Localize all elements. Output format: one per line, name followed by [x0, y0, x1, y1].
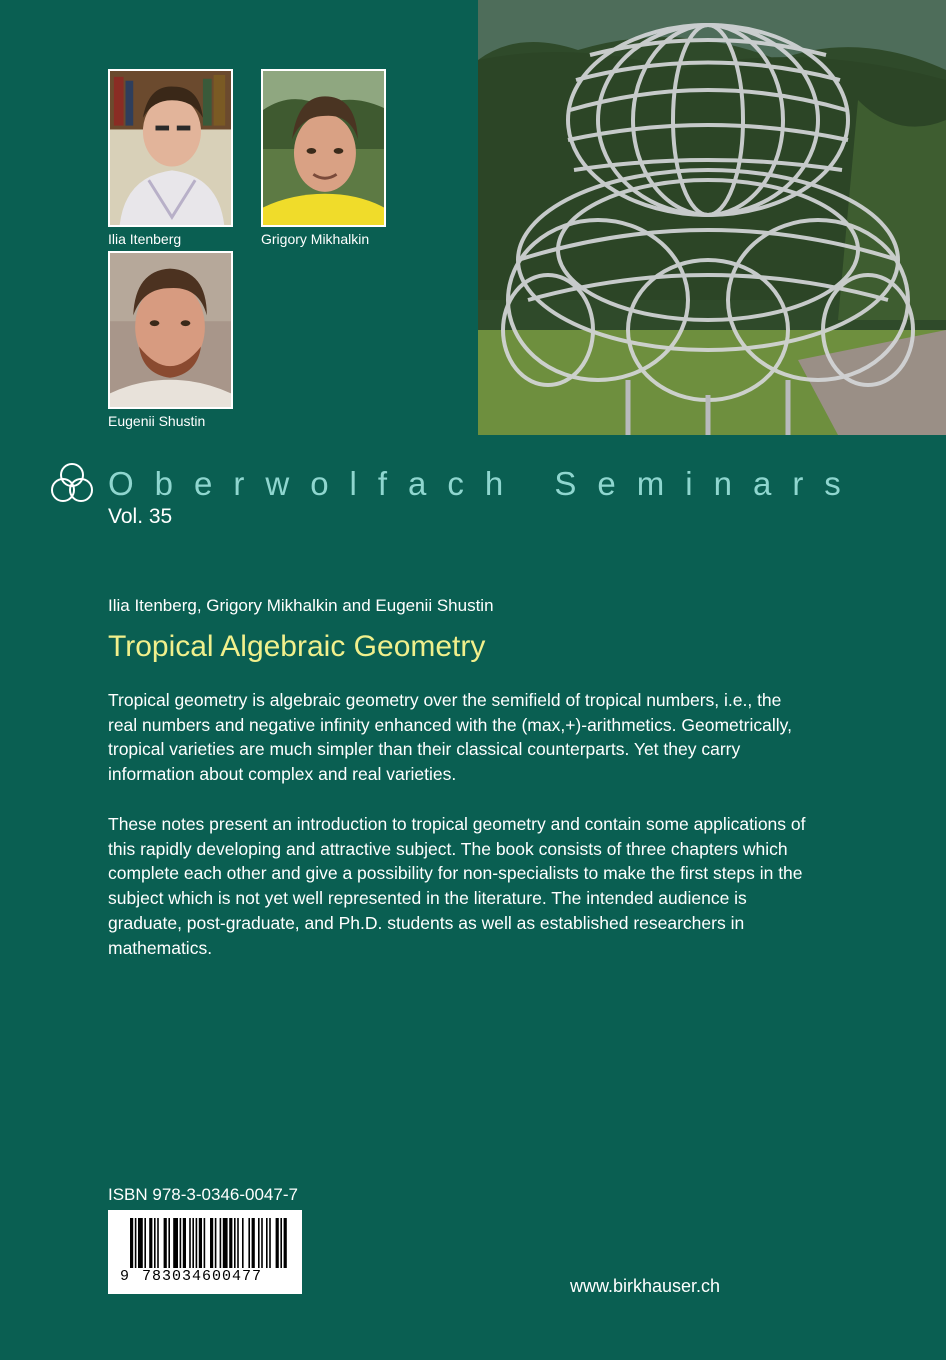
- barcode-bar: [258, 1218, 260, 1268]
- barcode-bar: [189, 1218, 191, 1268]
- barcode-bar: [248, 1218, 250, 1268]
- barcode-bar: [149, 1218, 152, 1268]
- isbn-label: ISBN 978-3-0346-0047-7: [108, 1185, 298, 1204]
- barcode-bar: [144, 1218, 146, 1268]
- barcode-bar: [269, 1218, 271, 1268]
- barcode-bar: [168, 1218, 170, 1268]
- series-volume: Vol. 35: [108, 505, 173, 528]
- book-title: Tropical Algebraic Geometry: [108, 630, 486, 663]
- barcode-bar: [234, 1218, 236, 1268]
- barcode-bar: [284, 1218, 287, 1268]
- author-photo-shustin: [108, 251, 233, 409]
- author-photo-itenberg: [108, 69, 233, 227]
- isbn-barcode: [108, 1210, 302, 1294]
- caption-mikhalkin: Grigory Mikhalkin: [261, 231, 370, 247]
- barcode-bar: [261, 1218, 263, 1268]
- barcode-bar: [138, 1218, 143, 1268]
- barcode-bar: [252, 1218, 255, 1268]
- barcode-bar: [229, 1218, 232, 1268]
- description-paragraph-2: These notes present an introduction to tropical geometry and contain some applications of this rapidly developing and attractive subject. The book consists of three chapters which complete each other and give a possibility for non-specialists to make the first steps in the subject which is not yet well represented in the literature. The intended audience is graduate, post-graduate, and Ph.D. students as well as established researchers in mathematics.: [108, 814, 806, 958]
- publisher-website: www.birkhauser.ch: [570, 1276, 721, 1296]
- barcode-bar: [266, 1218, 268, 1268]
- caption-shustin: Eugenii Shustin: [108, 413, 206, 429]
- barcode-bar: [154, 1218, 156, 1268]
- barcode-bar: [164, 1218, 167, 1268]
- oberwolfach-logo-icon: [50, 462, 94, 504]
- barcode-bar: [210, 1218, 213, 1268]
- barcode-bar: [199, 1218, 202, 1268]
- barcode-bar: [130, 1218, 133, 1268]
- barcode-bar: [237, 1218, 239, 1268]
- barcode-bar: [135, 1218, 137, 1268]
- author-photo-mikhalkin: [261, 69, 386, 227]
- barcode-bar: [220, 1218, 222, 1268]
- barcode-lead-digit: 9: [120, 1268, 131, 1285]
- description-paragraph-1: Tropical geometry is algebraic geometry over the semifield of tropical numbers, i.e., the real numbers and negative infinity enhanced with the (max,+)-arithmetics. Geometrically, tropical varieties are much simpler than their classical counterparts. Yet they carry information about complex and real varieties.: [108, 690, 792, 785]
- barcode-bar: [223, 1218, 228, 1268]
- barcode-bar: [242, 1218, 244, 1268]
- barcode-bar: [180, 1218, 182, 1268]
- barcode-bar: [276, 1218, 279, 1268]
- barcode-bar: [157, 1218, 159, 1268]
- caption-itenberg: Ilia Itenberg: [108, 231, 182, 247]
- barcode-bar: [183, 1218, 186, 1268]
- sculpture-photo: [478, 0, 946, 435]
- barcode-bar: [192, 1218, 194, 1268]
- barcode-bar: [215, 1218, 217, 1268]
- book-authors: Ilia Itenberg, Grigory Mikhalkin and Eugenii Shustin: [108, 596, 494, 615]
- barcode-bar: [196, 1218, 198, 1268]
- barcode-digits: 783034600477: [142, 1268, 263, 1285]
- barcode-bar: [173, 1218, 178, 1268]
- series-title: Oberwolfach Seminars: [108, 465, 862, 502]
- barcode-bar: [204, 1218, 206, 1268]
- barcode-bar: [280, 1218, 282, 1268]
